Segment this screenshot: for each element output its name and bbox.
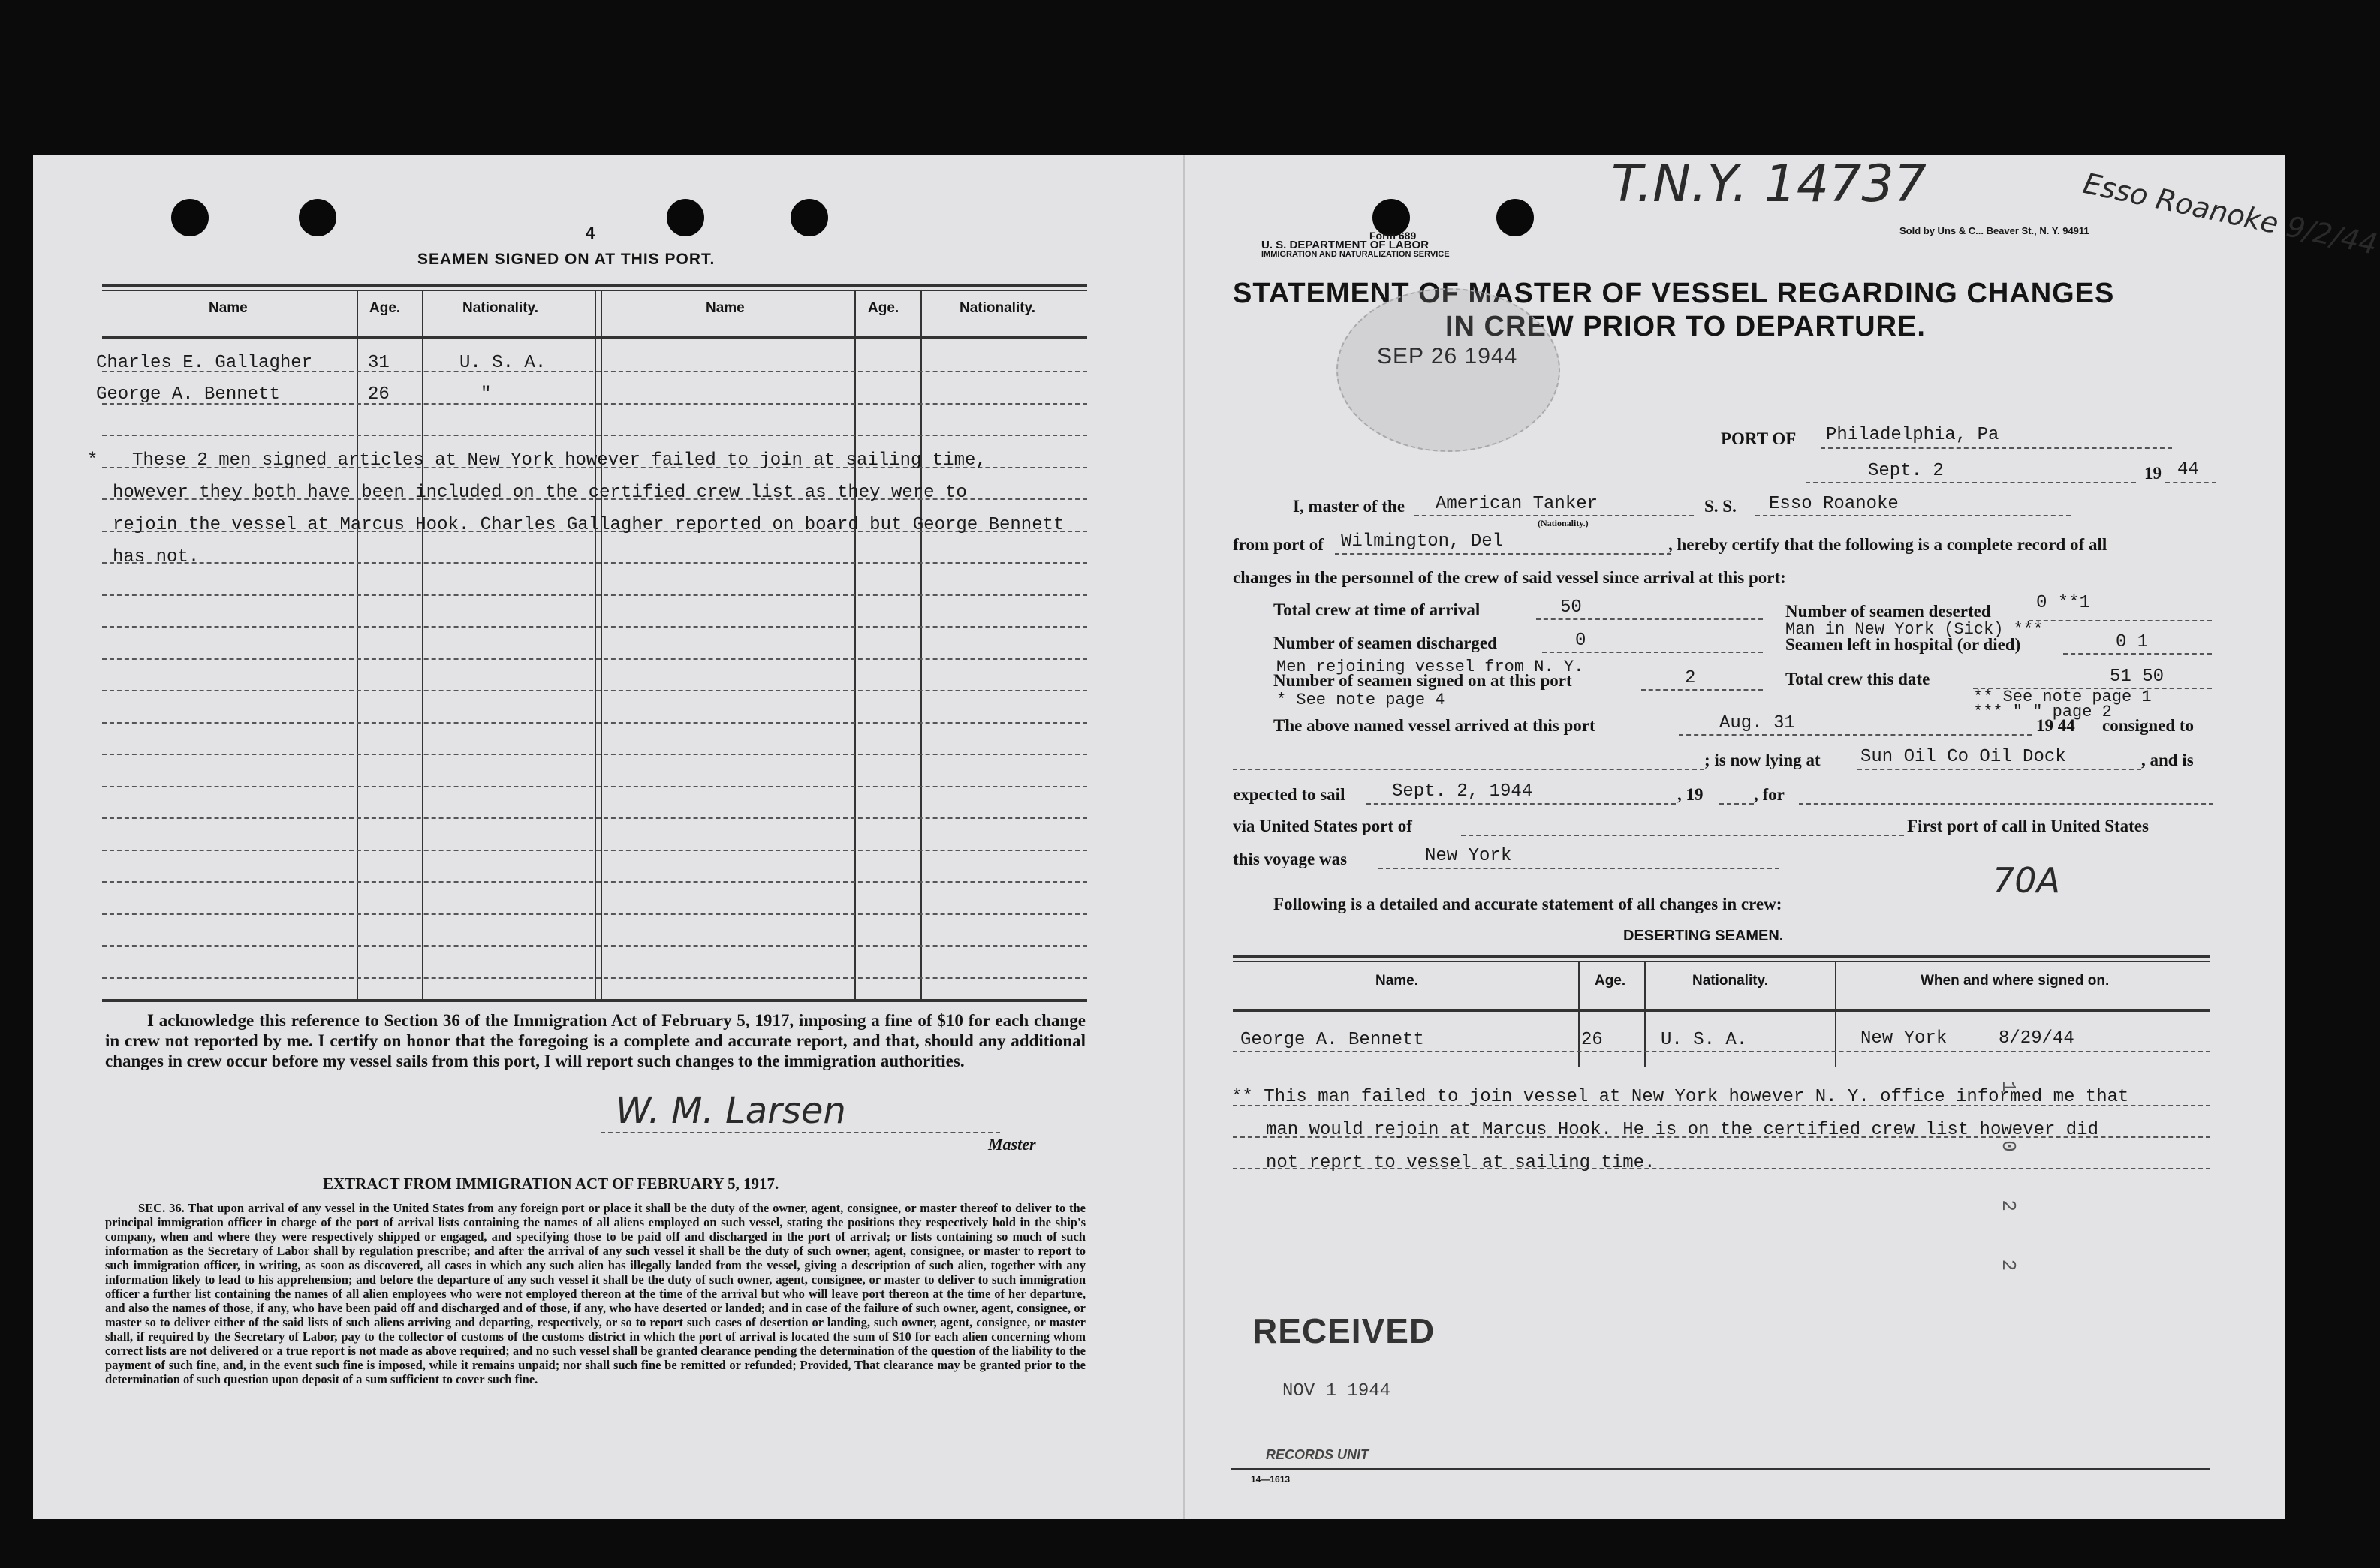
certify-text: , hereby certify that the following is a complete record of all (1668, 535, 2107, 554)
via-text: via United States port of (1233, 817, 1412, 835)
table-row-line (102, 817, 1087, 819)
master-of-label: I, master of the (1293, 497, 1405, 516)
lying-text: ; is now lying at (1704, 751, 1821, 769)
and-is-text: , and is (2141, 751, 2194, 769)
table-row-line (102, 722, 1087, 724)
year-value: 44 (2177, 459, 2199, 480)
acknowledgement-text: I acknowledge this reference to Section 36 of the Immigration Act of February 5, 1917, imposing a fine of $10 for each change in crew not reported by me. I certify on honor that the foregoing is a complete and accurate report, and that, should any additional changes in crew occur before my vessel sails from this port, I will report such changes to the immigration authorities. (105, 1011, 1086, 1070)
form-line (1536, 618, 1763, 620)
form-line (1821, 447, 2172, 449)
table-row-line (102, 881, 1087, 883)
column-header: Name (209, 300, 248, 316)
nineteen-text: , 19 (1677, 785, 1704, 804)
form-line (1366, 803, 1676, 805)
received-date: NOV 1 1944 (1282, 1381, 1391, 1401)
column-divider (357, 290, 358, 999)
table-row-line (102, 690, 1087, 691)
service: IMMIGRATION AND NATURALIZATION SERVICE (1261, 250, 1450, 259)
form-line (2063, 653, 2212, 655)
table-cell-age: 31 (368, 353, 390, 373)
column-header: When and where signed on. (1921, 973, 2110, 989)
column-divider (601, 290, 602, 999)
see-note-page-4: * See note page 4 (1276, 691, 1445, 709)
form-line (2029, 620, 2212, 621)
section-title: SEAMEN SIGNED ON AT THIS PORT. (417, 251, 716, 268)
page-fold (1183, 155, 1185, 1519)
form-line (1857, 769, 2141, 770)
form-line (1799, 803, 2213, 805)
deserted-label: Number of seamen deserted (1785, 602, 1991, 621)
table-top-rule (102, 284, 1087, 287)
deserted-value: 0 **1 (2036, 593, 2091, 613)
extract-text: SEC. 36. That upon arrival of any vessel in the United States from any foreign port or place it shall be the duty of the owner, agent, consignee, or master thereof to deliver to the principal immigration officer in charge of the port of arrival lists containing the names of all aliens employed on such vessel, stating the positions they respectively hold in the ship's company, when and where they were respectively shipped or engaged, and specifying those to be paid off and discharged in the port of arrival; or lists containing so much of such information as the Secretary of Labor shall by regulation prescribe; and after the arrival of any such vessel it shall be the duty of such owner, agent, consignee, or master to report to such immigration officer, in writing, as soon as discovered, all cases in which any such alien has illegally landed from the vessel, giving a description of such alien, together with any information likely to lead to his apprehension; and before the departure of any such vessel it shall be the duty of such owner, agent, consignee, or master to deliver to such immigration officer a further list containing the names of all alien employees who were not employed thereon at the time of the arrival but who will leave port thereon at the time of her departure, and also the names of those, if any, who have been paid off and discharged and of those, if any, who have deserted or landed; and in case of the failure of such owner, agent, consignee, or master so to deliver either of the said lists of such aliens arriving and departing, respectively, or so to report such cases of desertion or landing, such owner, agent, consignee, or master shall, if required by the Secretary of Labor, pay to the collector of customs of the customs district in which the port of arrival is located the sum of $10 for each alien concerning whom correct lists are not delivered or a true report is not made as above required; and no such vessel shall be granted clearance pending the determination of the question of the liability to the payment of such fine, and, in the event such fine is imposed, while it remains unpaid; nor shall such fine be remitted or refunded; Provided, That clearance may be granted prior to the determination of such question upon deposit of a sum sufficient to cover such fine. (105, 1201, 1086, 1386)
this-voyage-value: New York (1425, 846, 1512, 866)
deserting-title: DESERTING SEAMEN. (1623, 928, 1784, 944)
table-row-line (102, 626, 1087, 628)
note-line: These 2 men signed articles at New York however failed to join at sailing time, (132, 450, 987, 471)
total-crew-label: Total crew at time of arrival (1273, 600, 1481, 619)
table-cell-name: George A. Bennett (1240, 1030, 1424, 1050)
note-line: rejoin the vessel at Marcus Hook. Charles Gallagher reported on board but George Bennett (113, 515, 1065, 535)
changes-text: changes in the personnel of the crew of said vessel since arrival at this port: (1233, 568, 1786, 587)
form-title: IN CREW PRIOR TO DEPARTURE. (1445, 311, 1926, 342)
handwritten-70a: 70A (1993, 860, 2061, 901)
handwritten-file-number: T.N.Y. 14737 (1611, 155, 1927, 214)
column-header: Nationality. (1692, 973, 1768, 989)
footer-code: 14—1613 (1251, 1474, 1291, 1485)
year-prefix: 19 (2144, 464, 2162, 483)
discharged-label: Number of seamen discharged (1273, 634, 1497, 652)
punch-hole (299, 199, 336, 236)
form-line (1806, 482, 2136, 483)
column-header: Age. (369, 300, 401, 316)
nationality-caption: (Nationality.) (1538, 518, 1589, 528)
table-bottom-rule (102, 999, 1087, 1002)
column-header: Nationality. (462, 300, 538, 316)
note-marker: * (87, 450, 98, 471)
form-line (1641, 689, 1763, 691)
punch-hole (791, 199, 828, 236)
table-row-line (102, 977, 1087, 979)
see-note-page-2: *** " " page 2 (1973, 703, 2112, 721)
table-cell-nationality: U. S. A. (1661, 1030, 1748, 1050)
hospital-overtype: Man in New York (Sick) *** (1785, 620, 2044, 639)
form-line (1378, 868, 1779, 869)
signature-line (601, 1132, 1000, 1133)
department: U. S. DEPARTMENT OF LABOR (1261, 239, 1430, 251)
table-cell-name: Charles E. Gallagher (96, 353, 313, 373)
master-signature: W. M. Larsen (616, 1090, 846, 1132)
table-row-line (102, 594, 1087, 596)
form-title: STATEMENT OF MASTER OF VESSEL REGARDING CHANGES (1233, 278, 2115, 309)
arrived-value: Aug. 31 (1719, 713, 1795, 733)
for-text: , for (1754, 785, 1785, 804)
table-cell-age: 26 (368, 384, 390, 405)
punch-hole (1496, 199, 1534, 236)
column-header: Name (706, 300, 745, 316)
table-cell-nationality: " (481, 384, 492, 405)
form-line (1755, 515, 2071, 516)
side-stamp-numbers: 1 0 2 2 (1997, 1081, 2020, 1290)
extract-title: EXTRACT FROM IMMIGRATION ACT OF FEBRUARY 5, 1917. (323, 1175, 779, 1193)
nationality-value: American Tanker (1436, 494, 1598, 514)
table-cell-age: 26 (1581, 1030, 1603, 1050)
form-line (2165, 482, 2216, 483)
column-header: Age. (1595, 973, 1626, 989)
first-port-text: First port of call in United States (1907, 817, 2149, 835)
punch-hole (171, 199, 209, 236)
date-stamp (1336, 288, 1560, 452)
port-label: PORT OF (1721, 429, 1797, 448)
form-number: Form 689 (1369, 230, 1417, 242)
this-voyage-text: this voyage was (1233, 850, 1348, 868)
form-line (1335, 553, 1671, 555)
table-row-line (102, 850, 1087, 851)
total-crew-value: 50 (1560, 597, 1582, 618)
column-divider (854, 290, 856, 999)
table-top-rule (1233, 961, 2210, 962)
table-row-line (102, 913, 1087, 915)
following-text: Following is a detailed and accurate statement of all changes in crew: (1273, 895, 1782, 913)
total-this-date-label: Total crew this date (1785, 670, 1930, 688)
note-line: however they both have been included on the certified crew list as they were to (113, 483, 967, 503)
discharged-value: 0 (1575, 631, 1586, 651)
port-value: Philadelphia, Pa (1826, 425, 1999, 445)
form-line (1679, 734, 2032, 736)
handwritten-corner-note: Esso Roanoke 9/2/44 (2080, 167, 2380, 261)
column-divider (422, 290, 423, 999)
table-row-line (102, 945, 1087, 947)
deserting-note-line: ** This man failed to join vessel at New York however N. Y. office informed me that (1231, 1087, 2129, 1107)
hospital-label: Seamen left in hospital (or died) (1785, 635, 2021, 654)
received-stamp: RECEIVED (1252, 1311, 1436, 1350)
total-this-date-value: 51 50 (2110, 667, 2165, 687)
table-row-line (102, 754, 1087, 755)
expected-value: Sept. 2, 1944 (1392, 781, 1533, 802)
table-row-line (102, 562, 1087, 564)
signed-on-overtype: Men rejoining vessel from N. Y. (1276, 658, 1584, 676)
consigned-text: consigned to (2102, 716, 2195, 735)
note-line: has not. (113, 547, 200, 567)
column-divider (920, 290, 922, 999)
table-row-line (102, 786, 1087, 787)
table-cell-when: 8/29/44 (1999, 1028, 2074, 1049)
form-line (1719, 803, 1754, 805)
expected-text: expected to sail (1233, 785, 1345, 804)
punch-hole (667, 199, 704, 236)
form-line (1461, 835, 1904, 836)
table-header-rule (1233, 1009, 2210, 1012)
from-port-label: from port of (1233, 535, 1324, 554)
signed-on-value: 2 (1685, 668, 1696, 688)
deserting-note-line: man would rejoin at Marcus Hook. He is on the certified crew list however did (1266, 1120, 2098, 1140)
publisher-note: Sold by Uns & C... Beaver St., N. Y. 94911 (1899, 225, 2089, 236)
from-port-value: Wilmington, Del (1341, 531, 1504, 552)
table-row-line (102, 658, 1087, 660)
vessel-name: Esso Roanoke (1769, 494, 1899, 514)
master-label: Master (988, 1135, 1036, 1154)
table-cell-nationality: U. S. A. (459, 353, 547, 373)
see-note-page-1: ** See note page 1 (1973, 688, 2152, 706)
table-cell-where: New York (1860, 1028, 1948, 1049)
column-divider (595, 290, 596, 999)
column-header: Age. (868, 300, 899, 316)
form-line (1233, 769, 1704, 770)
column-header: Name. (1375, 973, 1419, 989)
form-line (1414, 515, 1694, 516)
bottom-rule (1231, 1468, 2210, 1470)
hospital-value: 0 1 (2116, 632, 2149, 652)
date-stamp-text: SEP 26 1944 (1377, 344, 1518, 369)
table-row-line (1233, 1051, 2210, 1052)
form-line (1542, 652, 1763, 653)
deserting-note-line: not reprt to vessel at sailing time. (1266, 1153, 1655, 1173)
page-number: 4 (586, 224, 595, 242)
table-cell-name: George A. Bennett (96, 384, 280, 405)
lying-value: Sun Oil Co Oil Dock (1860, 747, 2066, 767)
arrived-year: 19 44 (2036, 716, 2075, 735)
column-header: Nationality. (960, 300, 1035, 316)
ss-label: S. S. (1704, 497, 1737, 516)
arrived-text: The above named vessel arrived at this port (1273, 716, 1595, 735)
table-top-rule (1233, 955, 2210, 958)
records-unit-stamp: RECORDS UNIT (1266, 1447, 1369, 1462)
table-row-line (102, 435, 1087, 436)
signed-on-label: Number of seamen signed on at this port (1273, 671, 1572, 690)
date-value: Sept. 2 (1868, 461, 1944, 481)
